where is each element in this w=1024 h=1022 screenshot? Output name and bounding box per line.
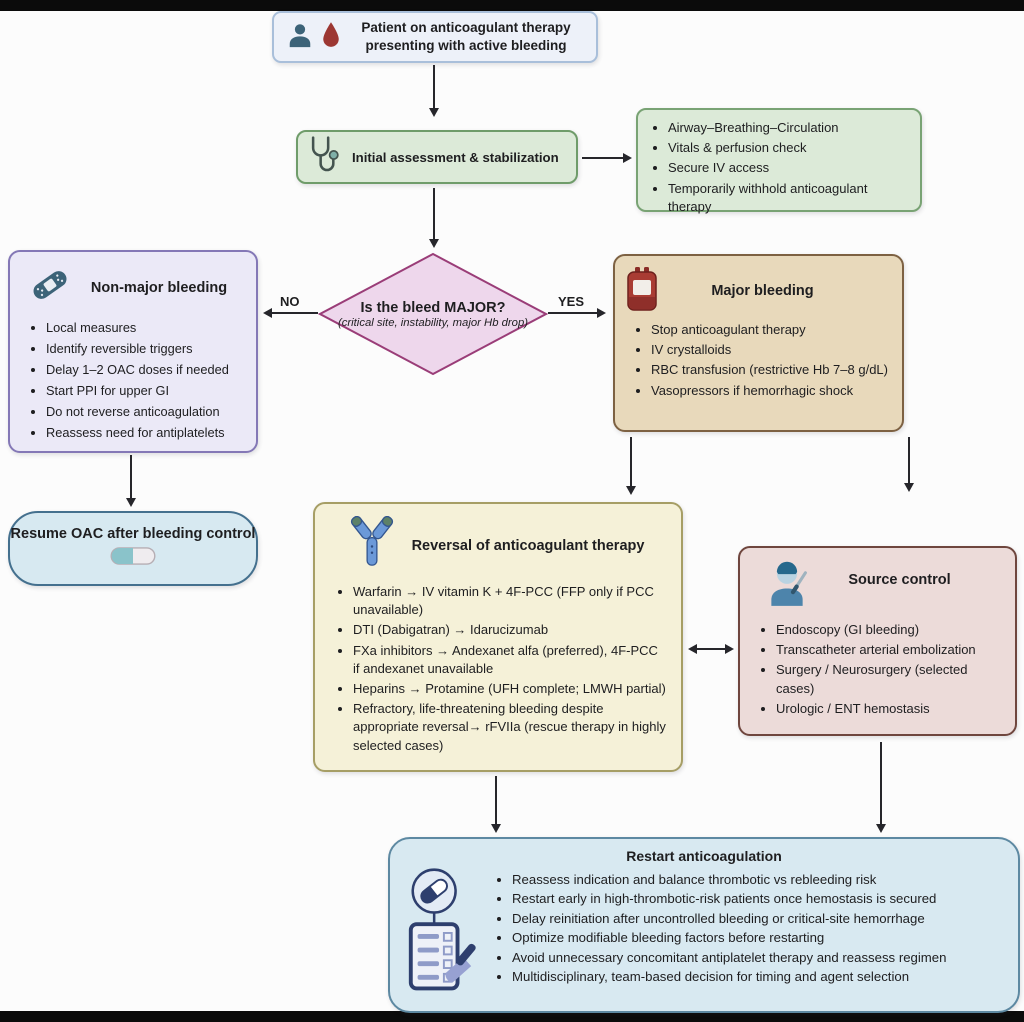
node-title: Patient on anticoagulant therapy presenting with active bleeding bbox=[361, 20, 571, 53]
node-stabilization-actions bbox=[636, 108, 922, 212]
bullet-item: • Urologic / ENT hemostasis bbox=[776, 700, 1005, 718]
arrow-major-to-source bbox=[903, 437, 914, 492]
arrow-decision-no bbox=[263, 307, 318, 318]
decision-question: Is the bleed MAJOR? bbox=[360, 299, 506, 316]
node-title: Restart anticoagulation bbox=[626, 848, 782, 864]
node-title: Reversal of anticoagulant therapy bbox=[411, 537, 645, 554]
bullet-item: • Surgery / Neurosurgery (selected cases) bbox=[776, 661, 1005, 697]
bullet-list bbox=[625, 321, 894, 400]
decision-diamond bbox=[318, 252, 548, 376]
arrow-nonmajor-to-resume bbox=[125, 455, 136, 507]
node-title: Resume OAC after bleeding control bbox=[10, 526, 256, 542]
node-major-bleeding bbox=[613, 254, 904, 432]
decision-criteria: (critical site, instability, major Hb drop) bbox=[337, 316, 528, 329]
bullet-item: • Endoscopy (GI bleeding) bbox=[776, 621, 1005, 639]
bullet-item: • Identify reversible triggers bbox=[46, 340, 246, 358]
bullet-item: • Stop anticoagulant therapy bbox=[651, 321, 890, 339]
bullet-item: • Reassess need for antiplatelets bbox=[46, 424, 246, 442]
bullet-item: • Vitals & perfusion check bbox=[668, 139, 908, 157]
node-title: Major bleeding bbox=[711, 283, 814, 299]
node-title: Initial assessment & stabilization bbox=[352, 149, 559, 165]
edge-label-no: NO bbox=[280, 294, 300, 309]
arrow-reversal-source-bidirectional bbox=[688, 643, 734, 654]
bullet-item: • Heparins → Protamine (UFH complete; LMWH partial) bbox=[353, 680, 667, 698]
node-reversal bbox=[313, 502, 683, 772]
checklist-pill-icon bbox=[403, 865, 477, 1004]
antibody-icon bbox=[327, 516, 395, 575]
bullet-list bbox=[642, 119, 912, 216]
stethoscope-icon bbox=[306, 133, 344, 182]
bullet-item: • Start PPI for upper GI bbox=[46, 382, 246, 400]
bullet-item: • Transcatheter arterial embolization bbox=[776, 641, 1005, 659]
bullet-item: • Warfarin → IV vitamin K + 4F-PCC (FFP only if PCC unavailable) bbox=[353, 583, 667, 619]
bandage-icon bbox=[28, 264, 72, 311]
person-icon bbox=[286, 21, 314, 54]
node-non-major-bleeding bbox=[8, 250, 258, 453]
bullet-item: • Delay 1–2 OAC doses if needed bbox=[46, 361, 246, 379]
node-resume-oac bbox=[8, 511, 258, 586]
surgeon-icon bbox=[750, 558, 810, 611]
blood-bag-icon bbox=[625, 266, 659, 317]
letterbox-top bbox=[0, 0, 1024, 11]
bullet-list bbox=[20, 319, 250, 441]
arrow-initial-to-actions bbox=[582, 152, 632, 163]
bullet-list bbox=[327, 583, 671, 755]
edge-label-yes: YES bbox=[558, 294, 585, 309]
node-restart-anticoagulation bbox=[388, 837, 1020, 1013]
bullet-item: • Delay reinitiation after uncontrolled bleeding or critical-site hemorrhage bbox=[512, 910, 1000, 928]
bullet-list bbox=[486, 871, 1004, 987]
node-title: Source control bbox=[848, 572, 951, 588]
bullet-list bbox=[750, 621, 1009, 718]
arrow-decision-yes bbox=[548, 307, 606, 318]
bullet-item: • Secure IV access bbox=[668, 159, 908, 177]
bullet-item: • DTI (Dabigatran) → Idarucizumab bbox=[353, 621, 667, 639]
bullet-item: • Local measures bbox=[46, 319, 246, 337]
node-patient bbox=[272, 11, 598, 63]
capsule-icon bbox=[10, 547, 256, 570]
bullet-item: • Refractory, life-threatening bleeding despite appropriate reversal→ rFVIIa (rescue therapy in highly selected cases) bbox=[353, 700, 667, 755]
node-title: Non-major bleeding bbox=[90, 279, 228, 296]
blood-drop-icon bbox=[321, 21, 341, 54]
arrow-reversal-to-restart bbox=[490, 776, 501, 833]
bullet-item: • Airway–Breathing–Circulation bbox=[668, 119, 908, 137]
node-initial-assessment bbox=[296, 130, 578, 184]
arrow-source-to-restart bbox=[875, 742, 886, 833]
bullet-item: • Vasopressors if hemorrhagic shock bbox=[651, 382, 890, 400]
arrow-major-to-reversal bbox=[625, 437, 636, 495]
bullet-item: • FXa inhibitors → Andexanet alfa (preferred), 4F-PCC if andexanet unavailable bbox=[353, 642, 667, 678]
bullet-item: • Reassess indication and balance thrombotic vs rebleeding risk bbox=[512, 871, 1000, 889]
bullet-item: • Restart early in high-thrombotic-risk patients once hemostasis is secured bbox=[512, 890, 1000, 908]
bullet-item: • Avoid unnecessary concomitant antiplatelet therapy and reassess regimen bbox=[512, 949, 1000, 967]
arrow-patient-to-initial bbox=[428, 65, 439, 117]
bullet-item: • Temporarily withhold anticoagulant therapy bbox=[668, 180, 908, 216]
arrow-initial-to-decision bbox=[428, 188, 439, 248]
node-source-control bbox=[738, 546, 1017, 736]
bullet-item: • RBC transfusion (restrictive Hb 7–8 g/dL) bbox=[651, 361, 890, 379]
bullet-item: • Multidisciplinary, team-based decision for timing and agent selection bbox=[512, 968, 1000, 986]
bullet-item: • Optimize modifiable bleeding factors before restarting bbox=[512, 929, 1000, 947]
bullet-item: • IV crystalloids bbox=[651, 341, 890, 359]
bullet-item: • Do not reverse anticoagulation bbox=[46, 403, 246, 421]
